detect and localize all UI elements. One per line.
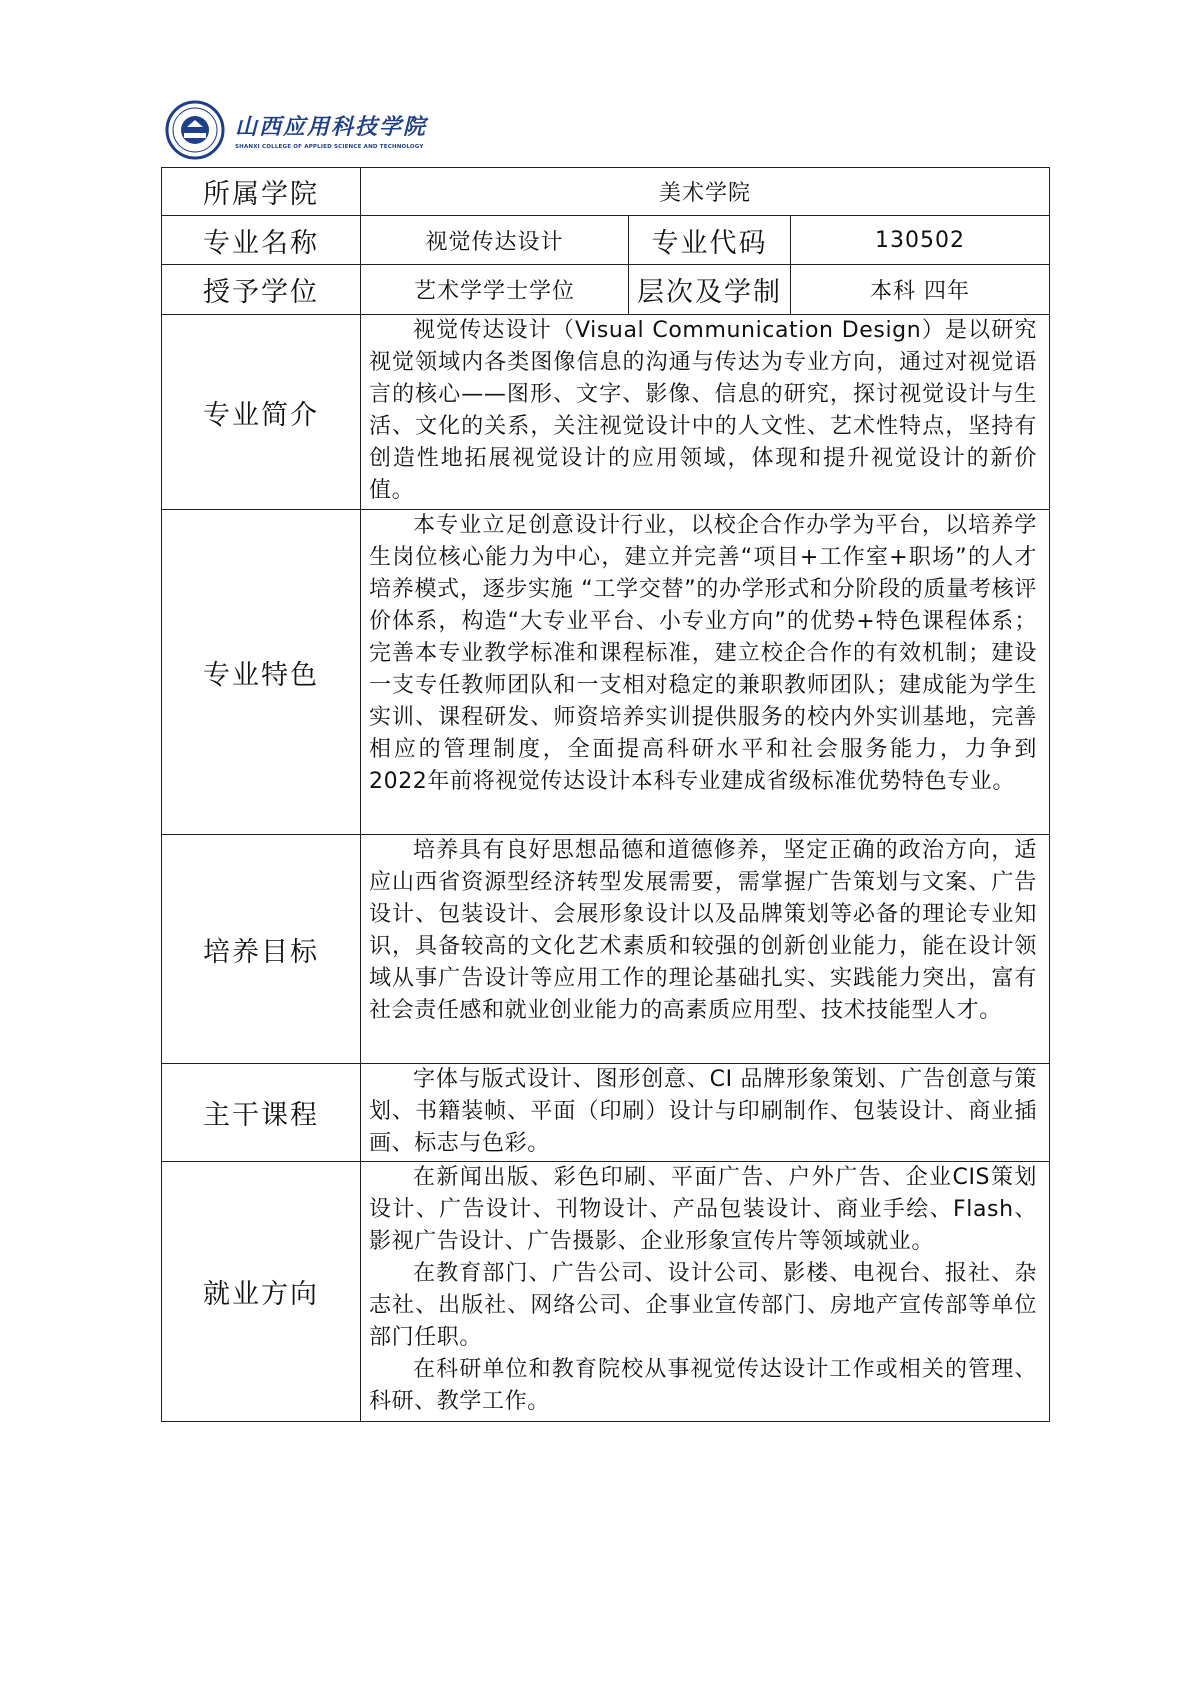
- intro-cell: [361, 315, 1050, 510]
- page-header: [165, 100, 427, 160]
- school-name-cn: 山西应用科技学院: [235, 114, 428, 140]
- row-major: [162, 216, 1050, 265]
- major-value: 视觉传达设计: [361, 216, 629, 265]
- row-college: [162, 168, 1050, 216]
- school-brand: [235, 110, 427, 150]
- major-label: 专业名称: [162, 216, 361, 265]
- employment-label: 就业方向: [162, 1162, 361, 1422]
- row-courses: [162, 1064, 1050, 1162]
- employment-cell: [361, 1162, 1050, 1422]
- employment-paragraph-1: 在新闻出版、彩色印刷、平面广告、户外广告、企业CIS策划设计、广告设计、刊物设计、产品包装设计、商业手绘、Flash、影视广告设计、广告摄影、企业形象宣传片等领域就业。: [369, 1165, 1038, 1254]
- row-employment: [162, 1162, 1050, 1422]
- features-label: 专业特色: [162, 510, 361, 835]
- intro-label: 专业简介: [162, 315, 361, 510]
- intro-text: 视觉传达设计（Visual Communication Design）是以研究视觉领域内各类图像信息的沟通与传达为专业方向，通过对视觉语言的核心——图形、文字、影像、信息的研究，探讨视觉设计与生活、文化的关系，关注视觉设计中的人文性、艺术性特点，坚持有创造性地拓展视觉设计的应用领域，体现和提升视觉设计的新价值。: [369, 318, 1038, 503]
- college-label: 所属学院: [162, 168, 361, 216]
- goals-label: 培养目标: [162, 835, 361, 1064]
- degree-label: 授予学位: [162, 265, 361, 315]
- employment-paragraph-3: 在科研单位和教育院校从事视觉传达设计工作或相关的管理、科研、教学工作。: [369, 1357, 1038, 1414]
- row-goals: [162, 835, 1050, 1064]
- features-text: 本专业立足创意设计行业，以校企合作办学为平台，以培养学生岗位核心能力为中心，建立并完善“项目+工作室+职场”的人才培养模式，逐步实施 “工学交替”的办学形式和分阶段的质量考核评价体系，构造“大专业平台、小专业方向”的优势+特色课程体系；完善本专业教学标准和课程标准，建立校企合作的有效机制；建设一支专任教师团队和一支相对稳定的兼职教师团队；建成能为学生实训、课程研发、师资培养实训提供服务的校内外实训基地，完善相应的管理制度，全面提高科研水平和社会服务能力，力争到2022年前将视觉传达设计本科专业建成省级标准优势特色专业。: [369, 513, 1038, 794]
- row-degree: [162, 265, 1050, 315]
- row-intro: [162, 315, 1050, 510]
- school-name-en: SHANXI COLLEGE OF APPLIED SCIENCE AND TECHNOLOGY: [235, 144, 424, 150]
- college-value: 美术学院: [361, 168, 1050, 216]
- courses-text: 字体与版式设计、图形创意、CI 品牌形象策划、广告创意与策划、书籍装帧、平面（印刷）设计与印刷制作、包装设计、商业插画、标志与色彩。: [369, 1067, 1038, 1156]
- features-cell: [361, 510, 1050, 835]
- major-info-table: [161, 167, 1050, 1422]
- row-features: [162, 510, 1050, 835]
- level-label: 层次及学制: [629, 265, 791, 315]
- employment-paragraph-2: 在教育部门、广告公司、设计公司、影楼、电视台、报社、杂志社、出版社、网络公司、企事业宣传部门、房地产宣传部等单位部门任职。: [369, 1261, 1038, 1350]
- major-code-value: 130502: [791, 216, 1050, 265]
- major-code-label: 专业代码: [629, 216, 791, 265]
- school-seal-icon: [165, 100, 225, 160]
- courses-cell: [361, 1064, 1050, 1162]
- degree-value: 艺术学学士学位: [361, 265, 629, 315]
- goals-cell: [361, 835, 1050, 1064]
- courses-label: 主干课程: [162, 1064, 361, 1162]
- level-value: 本科 四年: [791, 265, 1050, 315]
- goals-text: 培养具有良好思想品德和道德修养，坚定正确的政治方向，适应山西省资源型经济转型发展需要，需掌握广告策划与文案、广告设计、包装设计、会展形象设计以及品牌策划等必备的理论专业知识，具备较高的文化艺术素质和较强的创新创业能力，能在设计领域从事广告设计等应用工作的理论基础扎实、实践能力突出，富有社会责任感和就业创业能力的高素质应用型、技术技能型人才。: [369, 838, 1038, 1023]
